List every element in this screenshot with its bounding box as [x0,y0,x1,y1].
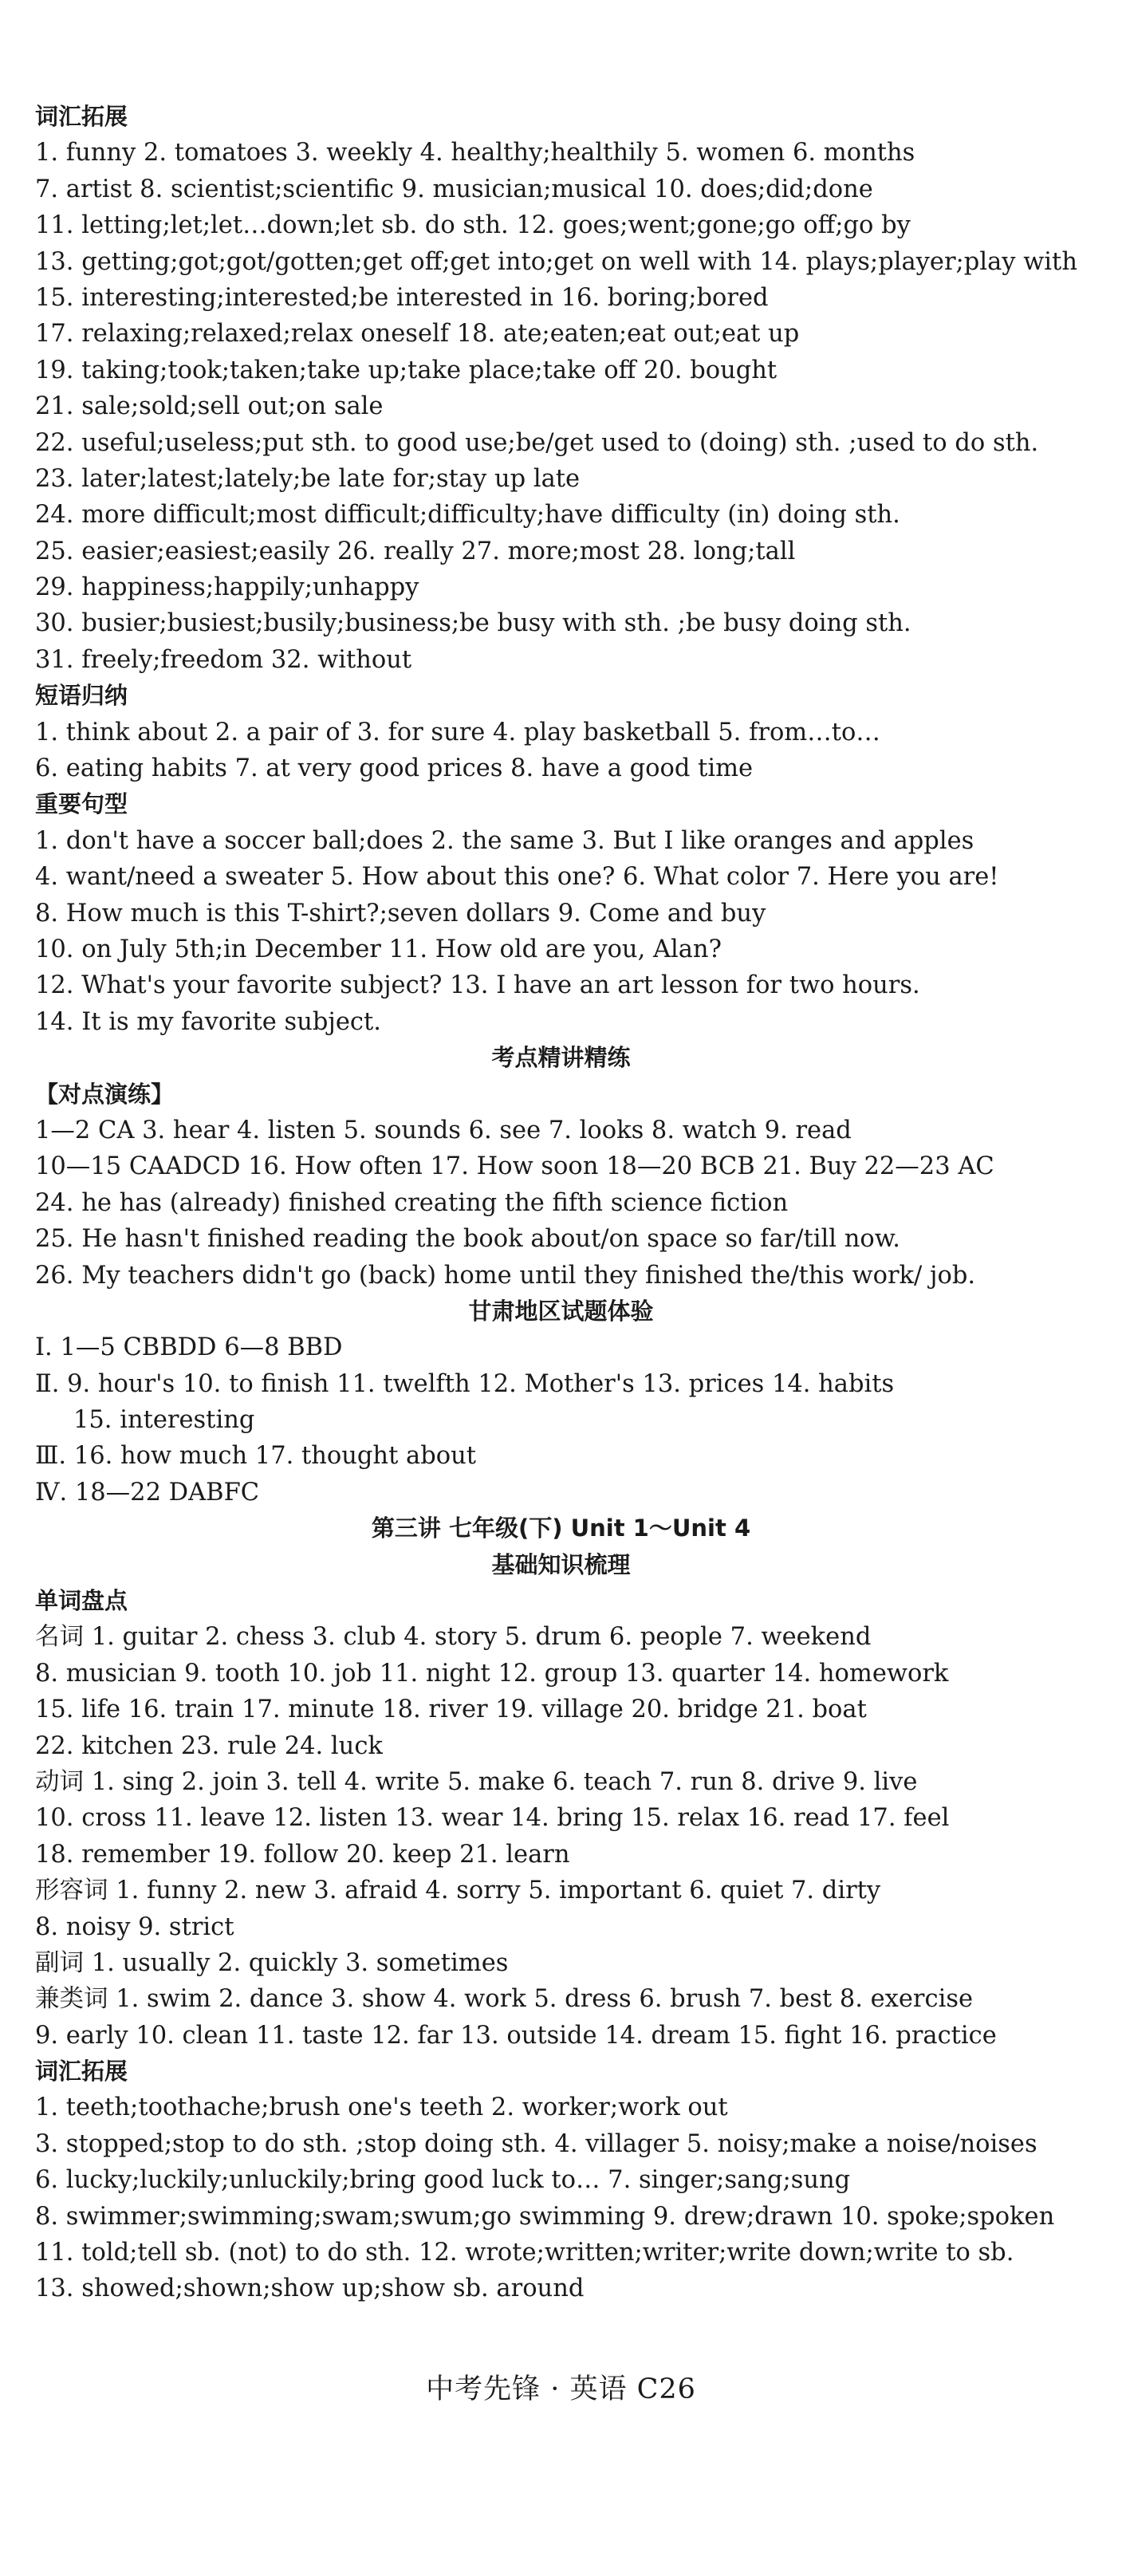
answer-line: 17. relaxing;relaxed;relax oneself 18. ate;eaten;eat out;eat up [35,320,800,349]
answer-line: 1. funny 2. tomatoes 3. weekly 4. healthy;healthily 5. women 6. months [35,139,915,167]
answer-line: Ⅳ. 18—22 DABFC [35,1478,260,1507]
answer-line: 7. artist 8. scientist;scientific 9. musician;musical 10. does;did;done [35,175,873,203]
answer-line: 15. interesting;interested;be interested in 16. boring;bored [35,283,769,312]
answer-line: 11. letting;let;let…down;let sb. do sth. 12. goes;went;gone;go off;go by [35,211,911,240]
section-heading: 重要句型 [35,790,128,818]
answer-line: 1. teeth;toothache;brush one's teeth 2. worker;work out [35,2093,728,2122]
answer-line: 21. sale;sold;sell out;on sale [35,392,384,421]
answer-line: 31. freely;freedom 32. without [35,645,412,674]
answer-line: 9. early 10. clean 11. taste 12. far 13. outside 14. dream 15. fight 16. practice [35,2021,997,2050]
answer-line: 8. How much is this T-shirt?;seven dollars 9. Come and buy [35,899,766,928]
answer-line: 动词 1. sing 2. join 3. tell 4. write 5. make 6. teach 7. run 8. drive 9. live [35,1767,918,1796]
section-heading: 短语归纳 [35,682,128,710]
answer-line: 13. getting;got;got/gotten;get off;get into;get on well with 14. plays;player;play with [35,247,1077,276]
answer-line: 25. easier;easiest;easily 26. really 27. more;most 28. long;tall [35,537,796,565]
answer-line: 22. kitchen 23. rule 24. luck [35,1731,383,1760]
answer-line: 11. told;tell sb. (not) to do sth. 12. wrote;written;writer;write down;write to sb. [35,2239,1014,2267]
answer-line: Ⅱ. 9. hour's 10. to finish 11. twelfth 12. Mother's 13. prices 14. habits [35,1369,895,1398]
answer-line: 8. swimmer;swimming;swam;swum;go swimming 9. drew;drawn 10. spoke;spoken [35,2202,1055,2231]
answer-line: 3. stopped;stop to do sth. ;stop doing sth. 4. villager 5. noisy;make a noise/noises [35,2129,1037,2158]
answer-line: 25. He hasn't finished reading the book about/on space so far/till now. [35,1225,900,1254]
answer-line: 22. useful;useless;put sth. to good use;be/get used to (doing) sth. ;used to do sth. [35,428,1039,457]
section-heading: 【对点演练】 [35,1080,175,1108]
answer-line: 18. remember 19. follow 20. keep 21. learn [35,1840,570,1869]
answer-line: 10—15 CAADCD 16. How often 17. How soon 18—20 BCB 21. Buy 22—23 AC [35,1152,994,1181]
answer-line: 12. What's your favorite subject? 13. I have an art lesson for two hours. [35,971,920,1000]
answer-line: 24. more difficult;most difficult;difficulty;have difficulty (in) doing sth. [35,501,900,530]
section-title: 甘肃地区试题体验 [468,1297,654,1325]
answer-line: 8. musician 9. tooth 10. job 11. night 12. group 13. quarter 14. homework [35,1659,949,1688]
answer-line: 形容词 1. funny 2. new 3. afraid 4. sorry 5. important 6. quiet 7. dirty [35,1877,881,1905]
section-title: 考点精讲精练 [491,1044,631,1072]
section-heading: 单词盘点 [35,1587,128,1615]
section-title: 基础知识梳理 [491,1550,631,1578]
page-footer: 中考先锋 · 英语 C26 [426,2373,696,2405]
section-title: 第三讲 七年级(下) Unit 1～Unit 4 [371,1514,751,1542]
answer-line: 23. later;latest;lately;be late for;stay up late [35,464,581,493]
answer-line: 14. It is my favorite subject. [35,1007,381,1036]
answer-line: 6. lucky;luckily;unluckily;bring good luck to… 7. singer;sang;sung [35,2166,851,2195]
answer-line: 10. cross 11. leave 12. listen 13. wear 14. bring 15. relax 16. read 17. feel [35,1804,950,1833]
section-heading: 词汇拓展 [35,2058,128,2086]
answer-line: 30. busier;busiest;busily;business;be busy with sth. ;be busy doing sth. [35,609,911,638]
answer-line: 1. don't have a soccer ball;does 2. the same 3. But I like oranges and apples [35,826,974,855]
answer-line: 4. want/need a sweater 5. How about this one? 6. What color 7. Here you are! [35,863,999,892]
answer-line: 26. My teachers didn't go (back) home until they finished the/this work/ job. [35,1261,976,1290]
answer-content [35,99,1087,2307]
answer-line: 副词 1. usually 2. quickly 3. sometimes [35,1948,509,1977]
answer-line: 15. interesting [73,1406,255,1435]
answer-line: Ⅲ. 16. how much 17. thought about [35,1442,476,1471]
answer-line: 8. noisy 9. strict [35,1912,234,1941]
answer-line: 29. happiness;happily;unhappy [35,573,419,602]
answer-line: 1—2 CA 3. hear 4. listen 5. sounds 6. see 7. looks 8. watch 9. read [35,1116,852,1144]
answer-line: 名词 1. guitar 2. chess 3. club 4. story 5. drum 6. people 7. weekend [35,1623,872,1652]
answer-line: 10. on July 5th;in December 11. How old are you, Alan? [35,935,722,963]
answer-line: 24. he has (already) finished creating the fifth science fiction [35,1188,789,1217]
answer-line: 13. showed;shown;show up;show sb. around [35,2275,585,2303]
section-heading: 词汇拓展 [35,103,128,130]
answer-line: 6. eating habits 7. at very good prices 8. have a good time [35,754,754,783]
answer-line: Ⅰ. 1—5 CBBDD 6—8 BBD [35,1333,343,1362]
answer-line: 15. life 16. train 17. minute 18. river 19. village 20. bridge 21. boat [35,1696,867,1724]
answer-line: 19. taking;took;taken;take up;take place;take off 20. bought [35,356,778,384]
answer-line: 兼类词 1. swim 2. dance 3. show 4. work 5. dress 6. brush 7. best 8. exercise [35,1985,974,2014]
answer-line: 1. think about 2. a pair of 3. for sure 4. play basketball 5. from…to… [35,718,880,746]
